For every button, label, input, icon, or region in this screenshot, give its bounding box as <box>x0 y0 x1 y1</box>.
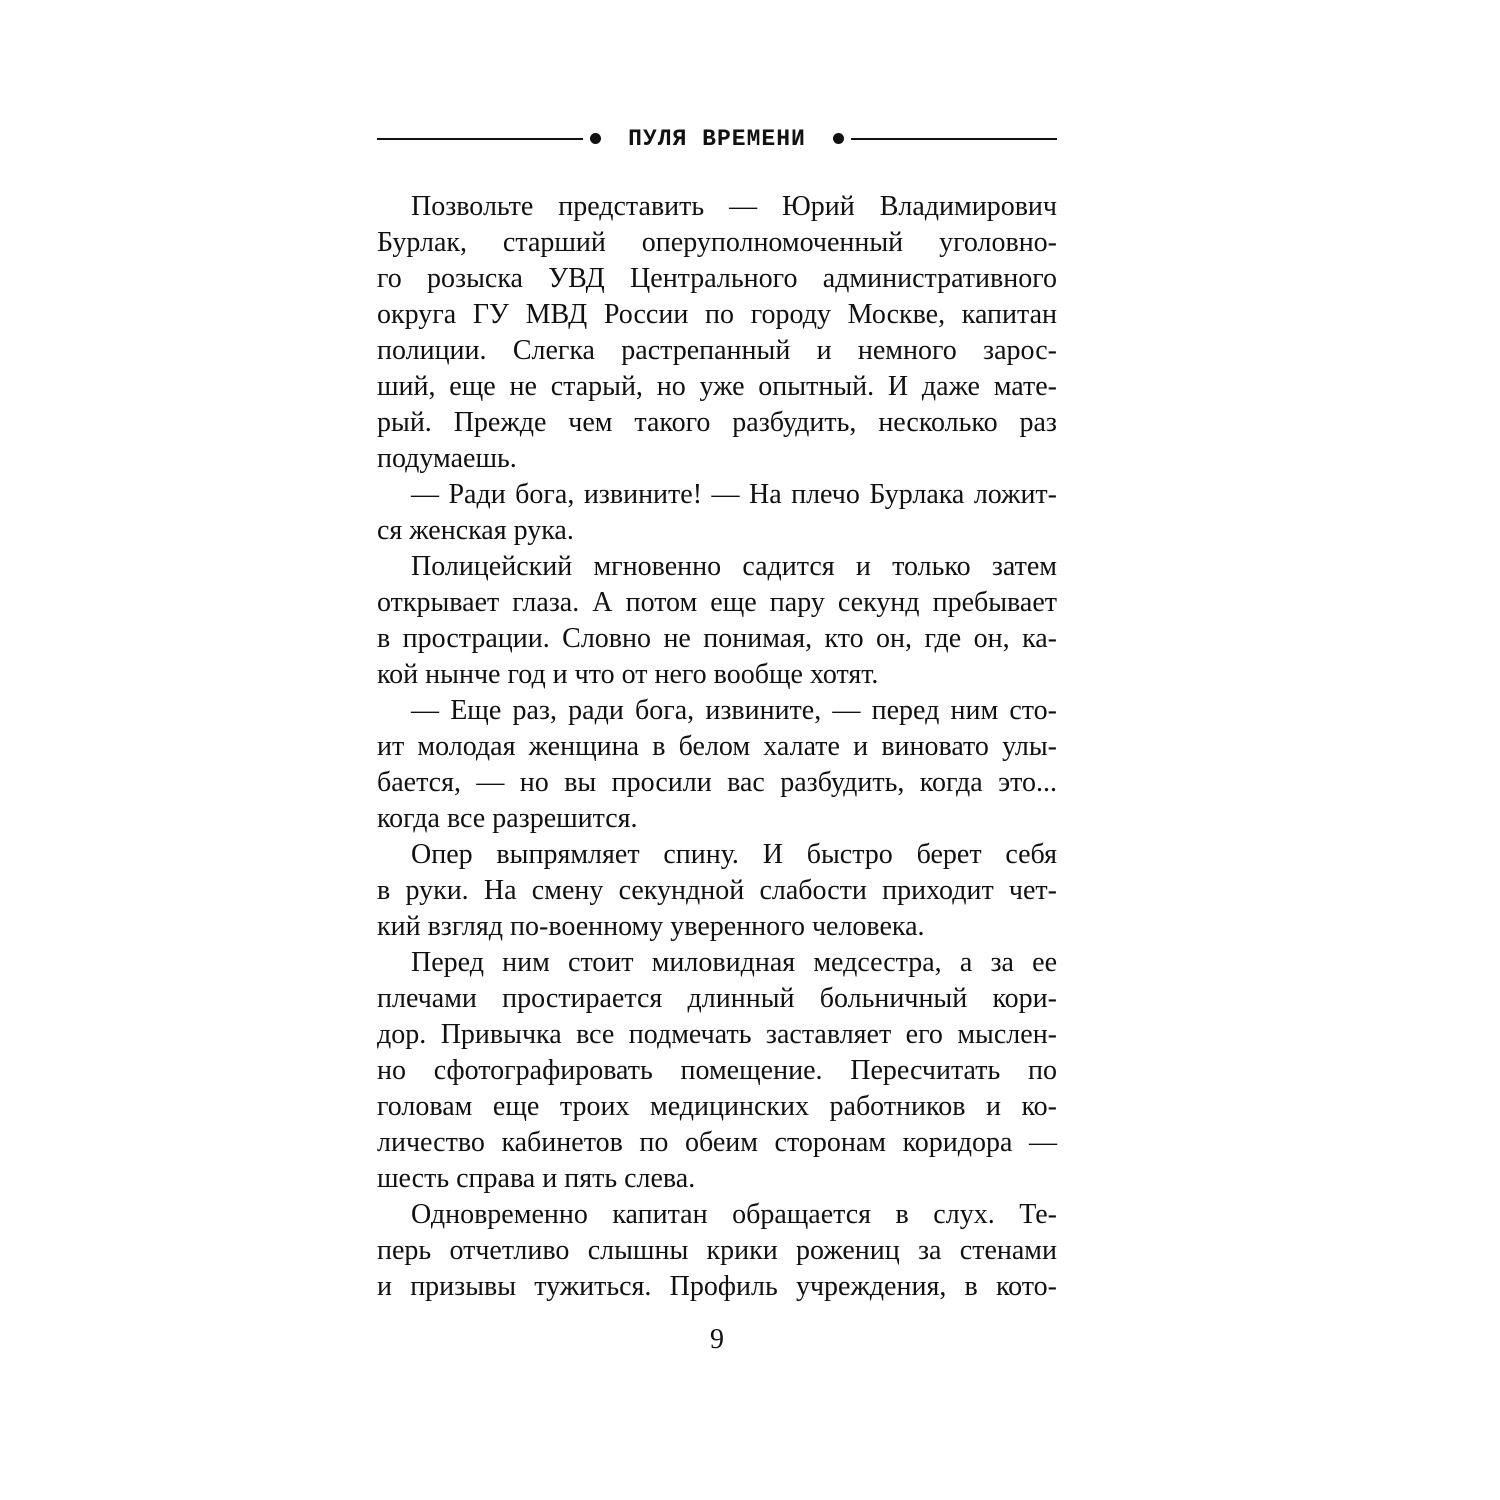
text-line: подумаешь. <box>377 443 517 474</box>
text-line: шесть справа и пять слева. <box>377 1163 696 1194</box>
text-line: но сфотографировать помещение. Пересчитать по <box>377 1055 1057 1086</box>
text-line: кой нынче год и что от него вообще хотят. <box>377 659 879 690</box>
text-line: когда все разрешится. <box>377 803 638 834</box>
text-line: Опер выпрямляет спину. И быстро берет себя <box>411 839 1057 870</box>
header-rule-right <box>851 138 1057 140</box>
text-line: перь отчетливо слышны крики рожениц за стенами <box>377 1235 1057 1266</box>
running-head-title: ПУЛЯ ВРЕМЕНИ <box>628 126 806 152</box>
text-line: — Еще раз, ради бога, извините, — перед ним сто- <box>411 695 1057 726</box>
text-line: головам еще троих медицинских работников и ко- <box>377 1091 1057 1122</box>
text-line: го розыска УВД Центрального административного <box>377 263 1057 294</box>
text-line: — Ради бога, извините! — На плечо Бурлака ложит- <box>411 479 1057 510</box>
text-line: кий взгляд по-военному уверенного человека. <box>377 911 925 942</box>
text-line: дор. Привычка все подмечать заставляет его мыслен- <box>377 1019 1057 1050</box>
bullet-dot-icon <box>833 133 844 144</box>
text-line: в руки. На смену секундной слабости приходит чет- <box>377 875 1057 906</box>
text-line: и призывы тужиться. Профиль учреждения, в кото- <box>377 1271 1057 1302</box>
page-number: 9 <box>710 1324 724 1355</box>
text-line: Бурлак, старший оперуполномоченный уголовно- <box>377 227 1057 258</box>
header-rule-left <box>377 138 583 140</box>
text-line: ит молодая женщина в белом халате и виновато улы- <box>377 731 1057 762</box>
running-head <box>377 124 1057 154</box>
text-line: личество кабинетов по обеим сторонам коридора — <box>377 1127 1057 1158</box>
text-line: в прострации. Словно не понимая, кто он, где он, ка- <box>377 623 1057 654</box>
text-line: плечами простирается длинный больничный кори- <box>377 983 1057 1014</box>
bullet-dot-icon <box>590 133 601 144</box>
text-line: Перед ним стоит миловидная медсестра, а за ее <box>411 947 1057 978</box>
body-text <box>377 189 1057 1305</box>
text-line: округа ГУ МВД России по городу Москве, капитан <box>377 299 1057 330</box>
text-line: ся женская рука. <box>377 515 574 546</box>
text-line: открывает глаза. А потом еще пару секунд пребывает <box>377 587 1057 618</box>
text-line: ший, еще не старый, но уже опытный. И даже мате- <box>377 371 1057 402</box>
text-line: Позвольте представить — Юрий Владимирович <box>411 191 1057 222</box>
text-line: полиции. Слегка растрепанный и немного зарос- <box>377 335 1057 366</box>
text-line: бается, — но вы просили вас разбудить, когда это... <box>377 767 1057 798</box>
text-line: Одновременно капитан обращается в слух. Те- <box>411 1199 1057 1230</box>
text-line: Полицейский мгновенно садится и только затем <box>411 551 1057 582</box>
text-line: рый. Прежде чем такого разбудить, несколько раз <box>377 407 1057 438</box>
